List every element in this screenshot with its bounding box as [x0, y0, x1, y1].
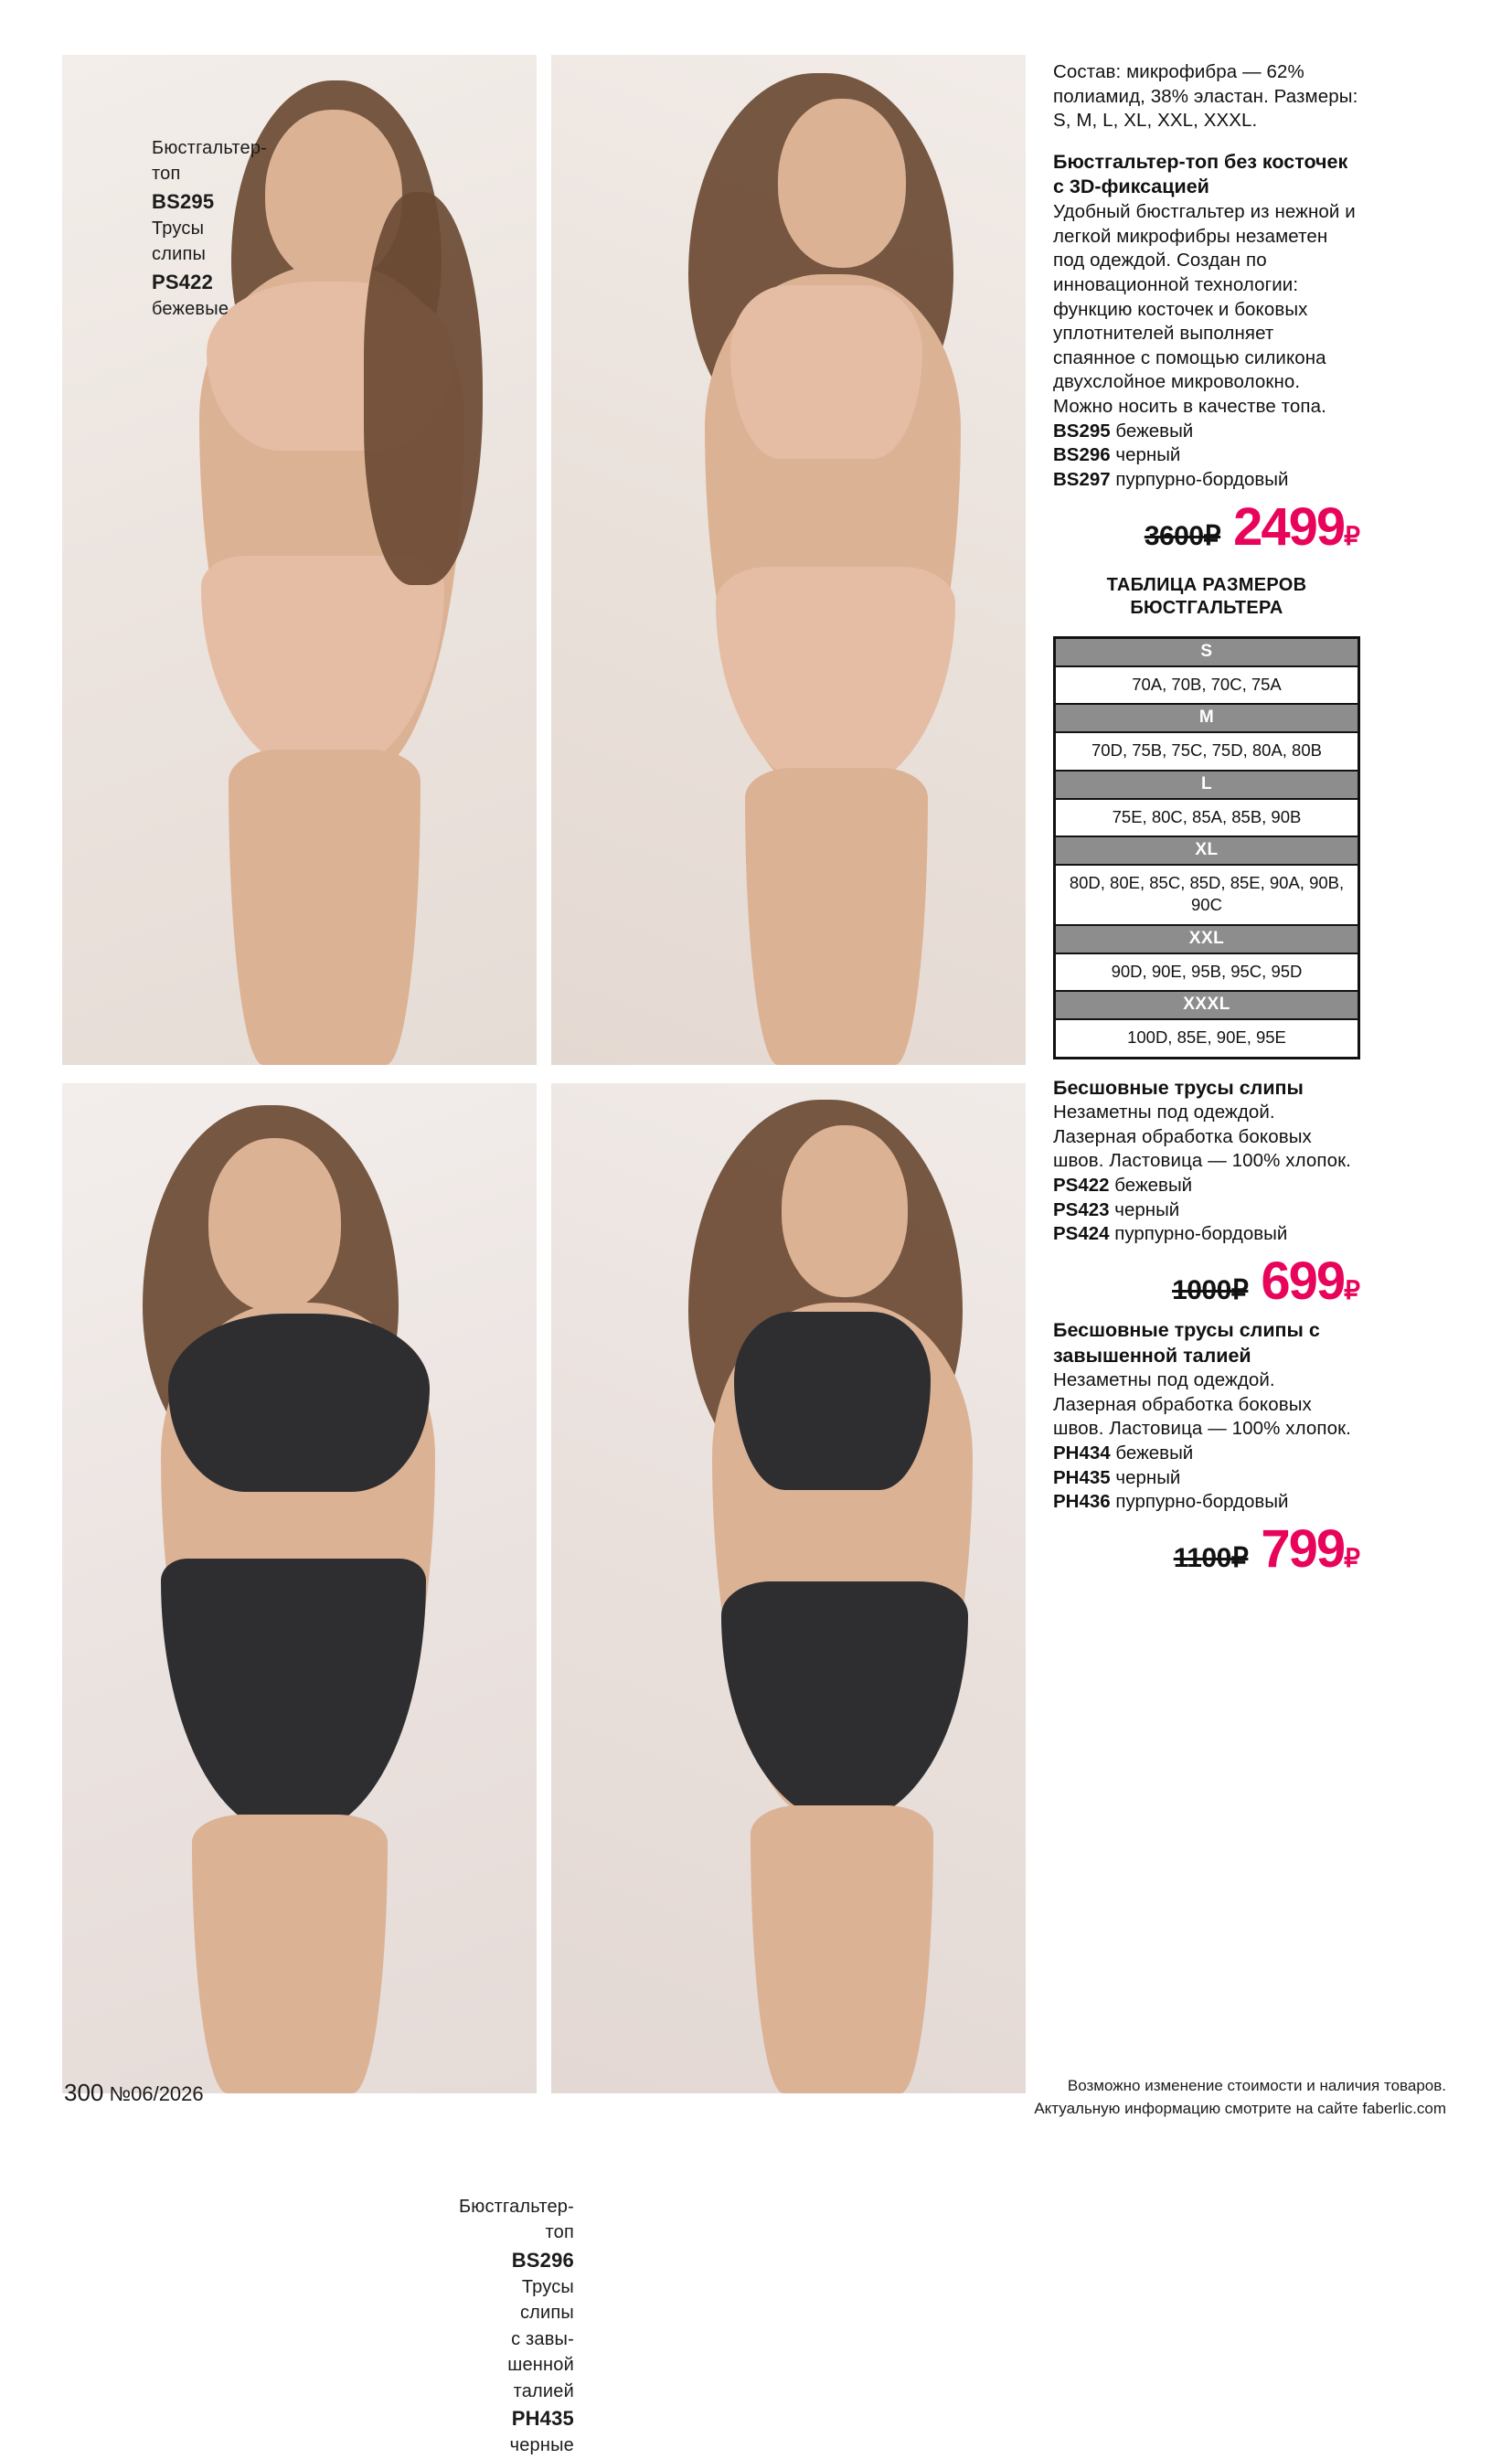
- product1-variant: [1053, 443, 1360, 468]
- product3-title: Бесшовные трусы слипы с завышенной талией: [1053, 1319, 1320, 1367]
- variant-code: PS422: [1053, 1175, 1110, 1197]
- model-legs: [745, 768, 928, 1065]
- price-new-value: 2499: [1233, 496, 1345, 557]
- price-new-value: 799: [1261, 1518, 1345, 1579]
- variant-color: бежевый: [1115, 1442, 1194, 1464]
- price-old: 3600₽: [1144, 520, 1221, 551]
- size-values: 75E, 80C, 85A, 85B, 90B: [1112, 806, 1302, 826]
- caption-line: с завы-: [511, 2328, 574, 2349]
- price-old: 1000₽: [1172, 1274, 1249, 1305]
- variant-color: пурпурно-бордовый: [1115, 1491, 1289, 1513]
- footer-note-line1: Возможно изменение стоимости и наличия товаров.: [1067, 2077, 1446, 2094]
- caption-line: шенной: [507, 2355, 574, 2376]
- variant-code: PH435: [1053, 1466, 1111, 1488]
- price-new: [1261, 1518, 1360, 1579]
- product2-variant: [1053, 1174, 1360, 1198]
- model-legs: [751, 1805, 933, 2093]
- variant-code: PH436: [1053, 1491, 1111, 1513]
- page-number-block: [64, 2079, 204, 2107]
- size-label: S: [1056, 639, 1358, 667]
- size-group: [1056, 836, 1358, 924]
- bra-back-beige: [730, 285, 922, 459]
- size-values: 100D, 85E, 90E, 95E: [1127, 1027, 1286, 1048]
- caption-line: талией: [513, 2380, 574, 2401]
- variant-code: BS295: [1053, 420, 1111, 442]
- caption-black-set: [364, 2194, 574, 2459]
- size-table: [1053, 636, 1360, 1059]
- product-code-ps422: PS422: [152, 270, 214, 293]
- variant-code: PS423: [1053, 1198, 1110, 1220]
- variant-color: черный: [1114, 1198, 1180, 1220]
- size-group: [1056, 639, 1358, 703]
- size-values: 70A, 70B, 70C, 75A: [1132, 674, 1282, 694]
- issue-number: №06/2026: [109, 2082, 204, 2105]
- product-photo-beige-front: [62, 55, 537, 1065]
- variant-code: BS297: [1053, 469, 1111, 490]
- variant-color: черный: [1115, 444, 1181, 466]
- model-legs: [229, 750, 421, 1065]
- size-table-title-text: ТАБЛИЦА РАЗМЕРОВ БЮСТГАЛЬТЕРА: [1106, 574, 1307, 618]
- price-new: [1233, 496, 1360, 557]
- caption-line: слипы: [152, 244, 207, 265]
- model-legs: [192, 1815, 388, 2093]
- variant-code: PS424: [1053, 1223, 1110, 1245]
- size-group: [1056, 924, 1358, 990]
- currency-symbol: ₽: [1344, 1275, 1360, 1304]
- product3-description: Незаметны под одеждой. Лазерная обработка боковых швов. Ластовица — 100% хлопок.: [1053, 1369, 1351, 1440]
- product-code-bs295: BS295: [152, 189, 215, 213]
- variant-color: пурпурно-бордовый: [1115, 469, 1289, 490]
- product2-variant: [1053, 1198, 1360, 1223]
- composition-text: Состав: микрофибра — 62% полиамид, 38% эластан. Размеры: S, M, L, XL, XXL, XXXL.: [1053, 61, 1358, 132]
- variant-color: бежевый: [1114, 1175, 1193, 1197]
- variant-color: пурпурно-бордовый: [1114, 1223, 1288, 1245]
- currency-symbol: ₽: [1344, 1543, 1360, 1572]
- variant-code: BS296: [1053, 444, 1111, 466]
- caption-line: Бюстгальтер-: [458, 2197, 574, 2217]
- variant-color: черный: [1115, 1466, 1181, 1488]
- product1-variant: [1053, 420, 1360, 444]
- caption-line: бежевые: [152, 299, 229, 320]
- currency-symbol: ₽: [1344, 521, 1360, 550]
- product-code-ph435: PH435: [511, 2406, 574, 2430]
- product-info-column: [1053, 60, 1360, 1579]
- footer-disclaimer: [1034, 2075, 1446, 2120]
- caption-line: Трусы: [521, 2277, 574, 2298]
- model-head: [782, 1125, 908, 1297]
- size-group: [1056, 770, 1358, 836]
- product-code-bs296: BS296: [511, 2248, 574, 2272]
- size-label: M: [1056, 703, 1358, 733]
- caption-line: топ: [152, 164, 181, 185]
- caption-line: Трусы: [152, 218, 205, 240]
- size-label: L: [1056, 770, 1358, 800]
- model-head: [208, 1138, 341, 1312]
- size-group: [1056, 703, 1358, 769]
- model-hair-strand: [364, 192, 483, 585]
- caption-beige-set: [152, 135, 335, 322]
- product1-price: [1053, 496, 1360, 557]
- product2-title: Бесшовные трусы слипы: [1053, 1076, 1304, 1099]
- product3-price: [1053, 1518, 1360, 1579]
- product-photo-black-back: [551, 1083, 1026, 2093]
- product3-variant: [1053, 1490, 1360, 1515]
- product3-variant: [1053, 1442, 1360, 1466]
- footer-note-line2: Актуальную информацию смотрите на сайте faberlic.com: [1034, 2099, 1446, 2117]
- product-photo-beige-back: [551, 55, 1026, 1065]
- size-group: [1056, 990, 1358, 1056]
- price-new: [1261, 1251, 1360, 1311]
- page-footer: [0, 2075, 1512, 2130]
- size-values: 70D, 75B, 75C, 75D, 80A, 80B: [1091, 740, 1322, 761]
- bra-top-black: [168, 1314, 430, 1492]
- caption-line: Бюстгальтер-: [152, 138, 268, 158]
- model-head: [778, 99, 906, 268]
- size-label: XXXL: [1056, 990, 1358, 1020]
- product2-variant: [1053, 1222, 1360, 1247]
- product2-description: Незаметны под одеждой. Лазерная обработка боковых швов. Ластовица — 100% хлопок.: [1053, 1102, 1351, 1172]
- variant-code: PH434: [1053, 1442, 1111, 1464]
- size-label: XL: [1056, 836, 1358, 866]
- size-table-title: [1053, 574, 1360, 620]
- caption-line: топ: [545, 2222, 574, 2243]
- caption-line: слипы: [519, 2303, 574, 2324]
- product3-variant: [1053, 1466, 1360, 1491]
- price-old: 1100₽: [1173, 1542, 1249, 1573]
- size-values: 80D, 80E, 85C, 85D, 85E, 90A, 90B, 90C: [1069, 872, 1345, 915]
- bra-back-black: [734, 1312, 931, 1490]
- size-label: XXL: [1056, 924, 1358, 954]
- size-values: 90D, 90E, 95B, 95C, 95D: [1111, 961, 1303, 981]
- product2-price: [1053, 1251, 1360, 1311]
- caption-line: черные: [509, 2435, 574, 2456]
- price-new-value: 699: [1261, 1251, 1345, 1311]
- variant-color: бежевый: [1115, 420, 1194, 442]
- product1-variant: [1053, 468, 1360, 493]
- page-number: 300: [64, 2079, 104, 2106]
- product1-title: Бюстгальтер-топ без косточек с 3D-фиксацией: [1053, 150, 1348, 198]
- product1-description: Удобный бюстгальтер из нежной и легкой микрофибры незаметен под одеждой. Создан по инновационной технологии: функцию косточек и боковых уплотнителей выполняет спаянное с помощью силикона двухслойное микроволокно. Можно носить в качестве топа.: [1053, 200, 1356, 418]
